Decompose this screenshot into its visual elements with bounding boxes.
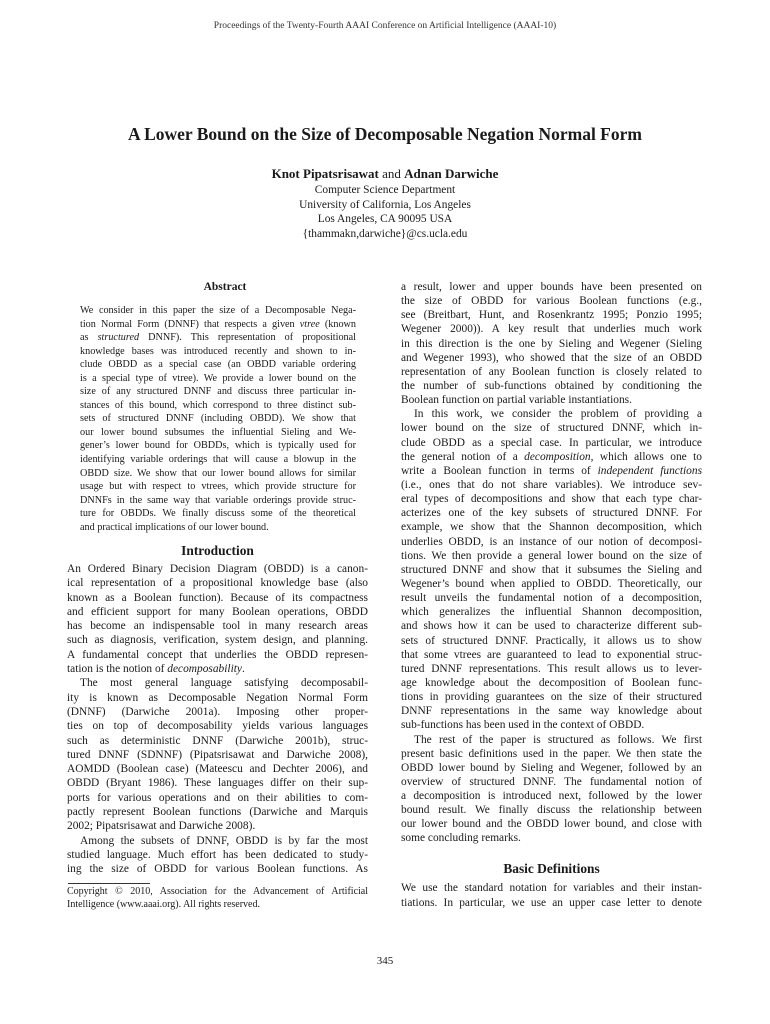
body-line: (i.e., ones that do not share variables). We introduce sev- [401,478,702,491]
abstract-line: as structured DNNF). This representation of propositional [80,332,356,344]
intro-line: tured DNNF (SDNNF) (Pipatsrisawat and Darwiche 2008), [67,748,368,761]
body-line: tured DNNF representations. This result allows us to lever- [401,662,702,675]
body-line: underlies OBDD, is an instance of our notion of decomposi- [401,535,702,548]
abstract-line: We consider in this paper the size of a Decomposable Nega- [80,305,356,316]
abstract-line: clude OBDD as a special case (an OBDD variable ordering [80,359,356,371]
body-line: In this work, we consider the problem of providing a [414,408,702,421]
body-line: the size of OBDD for various Boolean functions (e.g., [401,295,702,308]
intro-line: ports for various operations and on their abilities to com- [67,791,368,804]
intro-line: known as a Boolean function). Because of its compactness [67,591,368,604]
body-line: result unveils the fundamental notion of a decomposition, [401,592,702,605]
body-line: example, we show that the Shannon decomposition, which [401,521,702,534]
abstract-line: gener’s lower bound for OBDDs, which is typically used for [80,440,356,452]
abstract-line: is a special type of vtree). We provide a lower bound on the [80,372,356,384]
affiliation-department: Computer Science Department [314,184,456,196]
abstract-line: usage but with respect to vtrees, which provide structure for [80,481,356,493]
body-line: the number of sub-functions obtained by conditioning the [401,379,702,392]
intro-line: Among the subsets of DNNF, OBDD is by far the most [80,834,368,847]
copyright-footnote [67,886,368,912]
intro-line: ical representation of a propositional knowledge base (also [67,577,368,590]
body-line: a result, lower and upper bounds have been presented on [401,281,702,293]
body-line: sub-functions has been used in the context of OBDD. [401,719,645,732]
body-line: tions. We then provide a general lower bound on the size of [401,549,702,562]
body-line: the general notion of a decomposition, which allows one to [401,450,702,463]
abstract-heading: Abstract [203,281,247,293]
intro-line: pactly represent Boolean functions (Darwiche and Marquis [67,806,368,819]
footnote-line: Copyright © 2010, Association for the Advancement of Artificial [67,886,368,897]
abstract-line: our lower bound subsumes the influential Sieling and We- [80,426,356,438]
intro-line: has become an indispensable tool in many research areas [67,620,368,633]
body-line: write a Boolean function in terms of independent functions [401,464,702,477]
body-line: Wegener’s bound when applied to OBDD. Theoretically, our [401,577,702,590]
term-independent-functions: independent functions [597,464,702,477]
body-line: DNNF representations in the same way knowledge about [401,705,702,718]
term-vtree: vtree [299,318,320,330]
intro-line: tation is the notion of decomposability. [67,663,245,676]
footnote-rule [68,883,150,884]
abstract-line: identifying variable orderings that will cause a blowup in the [80,454,356,466]
author-connector: and [382,166,401,181]
body-line: which generalizes the influential Shannon decomposition, [401,606,702,619]
term-structured: structured [97,332,140,344]
proceedings-header: Proceedings of the Twenty-Fourth AAAI Conference on Artificial Intelligence (AAAI-10) [213,21,557,31]
intro-line: 2002; Pipatsrisawat and Darwiche 2008). [67,820,256,833]
abstract-line: sets of structured DNNF (including OBDD). We show that [80,413,356,425]
affiliation-email: {thammakn,darwiche}@cs.ucla.edu [302,227,468,240]
abstract-line: OBDD size. We show that our lower bound allows for similar [80,467,356,479]
abstract-body [80,304,356,534]
body-line: acterizes one of the key subsets of structured DNNF. For [401,507,702,520]
body-line: eral types of decompositions and show that each type char- [401,493,702,506]
intro-line: such as diagnosis, verification, system design, and planning. [67,634,368,647]
paper-title: A Lower Bound on the Size of Decomposable Negation Normal Form [128,124,642,144]
term-decomposability: decomposability [167,663,242,676]
body-line: our lower bound and the OBDD lower bound, and close with [401,818,702,831]
body-line: present basic definitions used in the paper. We then state the [401,747,702,760]
body-line: We use the standard notation for variables and their instan- [401,882,702,894]
body-line: OBDD lower bound by Sieling and Wegener, followed by an [401,761,702,774]
intro-line: and efficient support for many Boolean operations, OBDD [67,605,368,618]
right-column-body [401,280,702,846]
body-line: structured DNNF and show that it subsumes the Sieling and [401,563,702,576]
body-line: The rest of the paper is structured as follows. We first [414,733,702,746]
body-line: a decomposition is introduced next, followed by the lower [401,790,702,803]
abstract-line: tion Normal Form (DNNF) that respects a given vtree (known [80,318,356,330]
body-line: clude OBDD as a special case. In particular, we introduce [401,436,702,449]
body-line: bound result. We finally discuss the relationship between [401,804,702,817]
page-number: 345 [376,955,394,967]
body-line: representation of any Boolean function is closely related to [401,365,702,378]
intro-line: A fundamental concept that underlies the OBDD represen- [67,648,368,661]
abstract-line: knowledge bases was introduced recently and shown to in- [80,345,356,357]
intro-line: (DNNF) (Darwiche 2001a). Imposing other proper- [67,705,368,718]
body-line: and Wegener 1993), who showed that the size of an OBDD [401,351,702,364]
abstract-line: stances of this bound, which correspond to three distinct sub- [80,399,356,411]
body-line: Wegener 2000)). A key result that underlies much work [401,323,702,336]
body-line: see (Breitbart, Hunt, and Rosenkrantz 1995; Ponzio 1995; [401,309,702,322]
body-line: Boolean function on partial variable instantiations. [401,394,632,407]
body-line: overview of structured DNNF. The fundamental notion of [401,775,702,788]
body-line: some concluding remarks. [401,832,521,845]
basic-definitions-body [401,881,702,910]
affiliation-address: Los Angeles, CA 90095 USA [317,213,453,226]
abstract-line: DNNFs in the same way that variable orderings provide struc- [80,494,356,506]
body-line: that some vtrees are guaranteed to lead to exponential struc- [401,648,702,661]
introduction-heading: Introduction [181,543,254,558]
term-decomposition: decomposition [524,450,591,463]
abstract-line: size of any structured DNNF and discuss three particular in- [80,386,356,398]
intro-line: OBDD (Bryant 1986). These languages differ on their sup- [67,777,368,790]
body-line: in this direction is the one by Sieling and Wegener (Sieling [401,337,702,350]
intro-line: ity is known as Decomposable Negation Normal Form [67,691,368,704]
body-line: age knowledge about the decomposition of Boolean func- [401,676,702,689]
intro-line: such as deterministic DNNF (Darwiche 2001b), struc- [67,734,368,747]
body-line: tiations. In particular, we use an upper case letter to denote [401,896,702,909]
body-line: sets of structured DNNF. Practically, it allows us to show [401,634,702,647]
author-line [0,166,770,182]
intro-line: ties on top of decomposability yields various languages [67,720,368,733]
intro-line: studied language. Much effort has been dedicated to study- [67,848,368,861]
abstract-line: and practical implications of our lower bound. [80,521,269,533]
affiliation-university: University of California, Los Angeles [299,198,471,211]
intro-line: ing the size of OBDD for various Boolean functions. As [67,863,368,876]
author-1: Knot Pipatsrisawat [271,166,379,181]
footnote-line: Intelligence (www.aaai.org). All rights reserved. [67,898,260,910]
basic-definitions-heading: Basic Definitions [503,861,600,876]
body-line: and shows how it can be used to characterize different sub- [401,620,702,633]
intro-line: The most general language satisfying decomposabil- [80,677,368,690]
abstract-line: ture for OBDDs. We finally discuss some of the theoretical [80,508,356,520]
author-2: Adnan Darwiche [404,166,499,181]
body-line: tions in providing guarantees on the size of their structured [401,691,702,704]
introduction-body [67,562,368,877]
intro-line: An Ordered Binary Decision Diagram (OBDD) is a canon- [67,563,368,575]
body-line: lower bound on the size of structured DNNF, which in- [401,422,702,435]
intro-line: AOMDD (Boolean case) (Mateescu and Dechter 2006), and [67,763,368,776]
